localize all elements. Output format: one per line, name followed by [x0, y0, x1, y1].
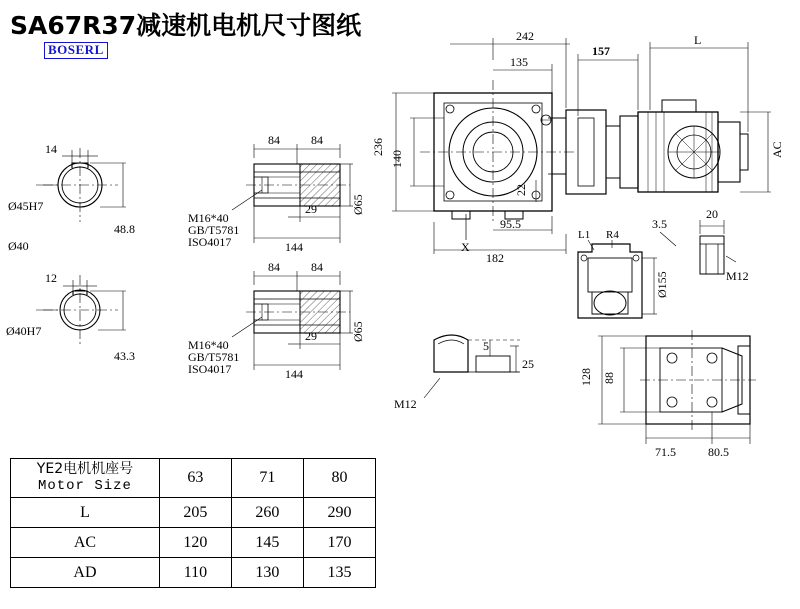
dim-height-top: 48.8	[114, 222, 135, 236]
row-ac-value-71: 145	[231, 528, 303, 558]
table-header-label-cn: YE2电机机座号	[36, 461, 134, 477]
table-header-size-80: 80	[303, 459, 375, 498]
dim-foot-128: 128	[579, 368, 593, 386]
marker-x: X	[461, 240, 470, 254]
row-label-ad: AD	[11, 558, 160, 588]
dim-foot-71-5: 71.5	[655, 445, 676, 459]
dim-side-r4: R4	[606, 229, 619, 241]
table-header-size-63: 63	[159, 459, 231, 498]
motor-size-table	[10, 458, 376, 588]
dim-foot-88: 88	[602, 372, 616, 384]
dim-hollow-top-od: Ø65	[351, 194, 365, 215]
dim-hollow-top-c: 29	[305, 202, 317, 216]
dim-bore-top: Ø45H7	[8, 199, 44, 213]
dim-main-L: L	[694, 33, 702, 47]
table-row	[11, 558, 376, 588]
dim-hollow-bottom-c: 29	[305, 329, 317, 343]
dim-main-140: 140	[390, 150, 404, 168]
table-header-label	[11, 459, 160, 498]
dim-main-236: 236	[371, 138, 385, 156]
row-l-value-80: 290	[303, 498, 375, 528]
dim-main-182: 182	[486, 251, 504, 265]
row-l-value-63: 205	[159, 498, 231, 528]
dim-main-22: 22	[514, 184, 528, 196]
dim-main-157: 157	[592, 44, 610, 58]
table-header-label-en: Motor Size	[37, 478, 132, 494]
brand-logo: BOSERL	[44, 42, 108, 59]
dim-height-bottom: 43.3	[114, 349, 135, 363]
dim-hollow-bottom-d: 144	[285, 367, 303, 381]
row-ad-value-80: 135	[303, 558, 375, 588]
dim-diameter-top: Ø40	[8, 239, 29, 253]
dim-hollow-top-b: 84	[311, 133, 323, 147]
dim-cap-25: 25	[522, 357, 534, 371]
dim-cap-m12: M12	[394, 397, 417, 411]
dim-hollow-top-a: 84	[268, 133, 280, 147]
table-row	[11, 498, 376, 528]
page-title: SA67R37减速机电机尺寸图纸	[10, 11, 362, 40]
dim-hollow-bottom-b: 84	[311, 260, 323, 274]
dim-side-3-5: 3.5	[652, 217, 667, 231]
row-label-ac: AC	[11, 528, 160, 558]
standard-hollow-top-2: ISO4017	[188, 235, 232, 249]
dim-hollow-bottom-a: 84	[268, 260, 280, 274]
dim-side-m12: M12	[726, 269, 749, 283]
table-row	[11, 528, 376, 558]
row-l-value-71: 260	[231, 498, 303, 528]
dim-side-od155: Ø155	[655, 271, 669, 298]
standard-hollow-bottom-2: ISO4017	[188, 362, 232, 376]
dim-hollow-bottom-od: Ø65	[351, 321, 365, 342]
dim-main-135: 135	[510, 55, 528, 69]
dim-main-AC: AC	[770, 141, 784, 158]
dim-hollow-top-d: 144	[285, 240, 303, 254]
standard-hollow-top-1: GB/T5781	[188, 223, 240, 237]
standard-hollow-bottom-1: GB/T5781	[188, 350, 240, 364]
thread-hollow-bottom: M16*40	[188, 338, 229, 352]
thread-hollow-top: M16*40	[188, 211, 229, 225]
dim-side-l1: L1	[578, 229, 591, 241]
table-header-row	[11, 459, 376, 498]
dim-side-20: 20	[706, 207, 718, 221]
row-ad-value-71: 130	[231, 558, 303, 588]
dim-keyway-width-top: 14	[45, 142, 57, 156]
dim-cap-5: 5	[483, 339, 489, 353]
dim-bore-bottom: Ø40H7	[6, 324, 42, 338]
row-ac-value-80: 170	[303, 528, 375, 558]
row-ad-value-63: 110	[159, 558, 231, 588]
row-ac-value-63: 120	[159, 528, 231, 558]
dim-main-242: 242	[516, 29, 534, 43]
table-header-size-71: 71	[231, 459, 303, 498]
row-label-l: L	[11, 498, 160, 528]
dim-foot-80-5: 80.5	[708, 445, 729, 459]
dim-main-95-5: 95.5	[500, 217, 521, 231]
dim-keyway-width-bottom: 12	[45, 271, 57, 285]
